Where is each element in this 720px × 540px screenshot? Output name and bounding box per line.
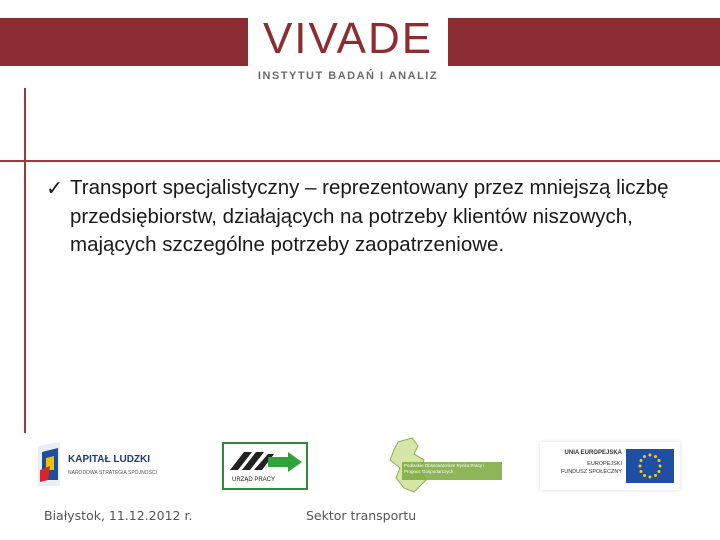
kapital-ludzki-logo xyxy=(36,440,176,490)
eu-subtitle-2: FUNDUSZ SPOŁECZNY xyxy=(560,469,622,475)
slide-body xyxy=(46,174,686,260)
urzad-pracy-arrow-icon xyxy=(224,444,306,478)
logo-text: VIVADE xyxy=(262,14,434,63)
vertical-rule xyxy=(24,88,26,433)
podlaskie-obserwatorium-logo xyxy=(384,436,502,496)
logo-subtitle: INSTYTUT BADAŃ I ANALIZ xyxy=(257,70,439,82)
footer-title: Sektor transportu xyxy=(306,508,417,523)
kapital-ludzki-title: KAPITAŁ LUDZKI xyxy=(68,454,151,465)
podlaskie-label: Podlaskie Obserwatorium Rynku Pracy i Prognoz Gospodarczych xyxy=(404,463,485,474)
eu-flag-icon xyxy=(626,449,674,483)
eu-subtitle-1: EUROPEJSKI xyxy=(587,461,622,467)
kapital-ludzki-subtitle: NARODOWA STRATEGIA SPÓJNOŚCI xyxy=(68,470,157,476)
bullet-text: Transport specjalistyczny – reprezentowany przez mniejszą liczbę przedsiębiorstw, działających na potrzeby klientów niszowych, mających szczególne potrzeby zaopatrzeniowe. xyxy=(70,176,669,256)
checkmark-icon: ✓ xyxy=(46,176,64,200)
urzad-pracy-logo xyxy=(222,442,308,490)
urzad-pracy-label: URZĄD PRACY xyxy=(232,477,276,483)
eu-title: UNIA EUROPEJSKA xyxy=(564,450,622,456)
logos-strip xyxy=(0,436,720,496)
footer-date: Białystok, 11.12.2012 r. xyxy=(44,508,193,523)
kapital-ludzki-emblem-icon xyxy=(36,440,176,490)
vivade-logo xyxy=(248,0,448,90)
eu-logo xyxy=(540,442,680,490)
bullet-item xyxy=(46,174,686,260)
horizontal-rule xyxy=(0,160,720,162)
